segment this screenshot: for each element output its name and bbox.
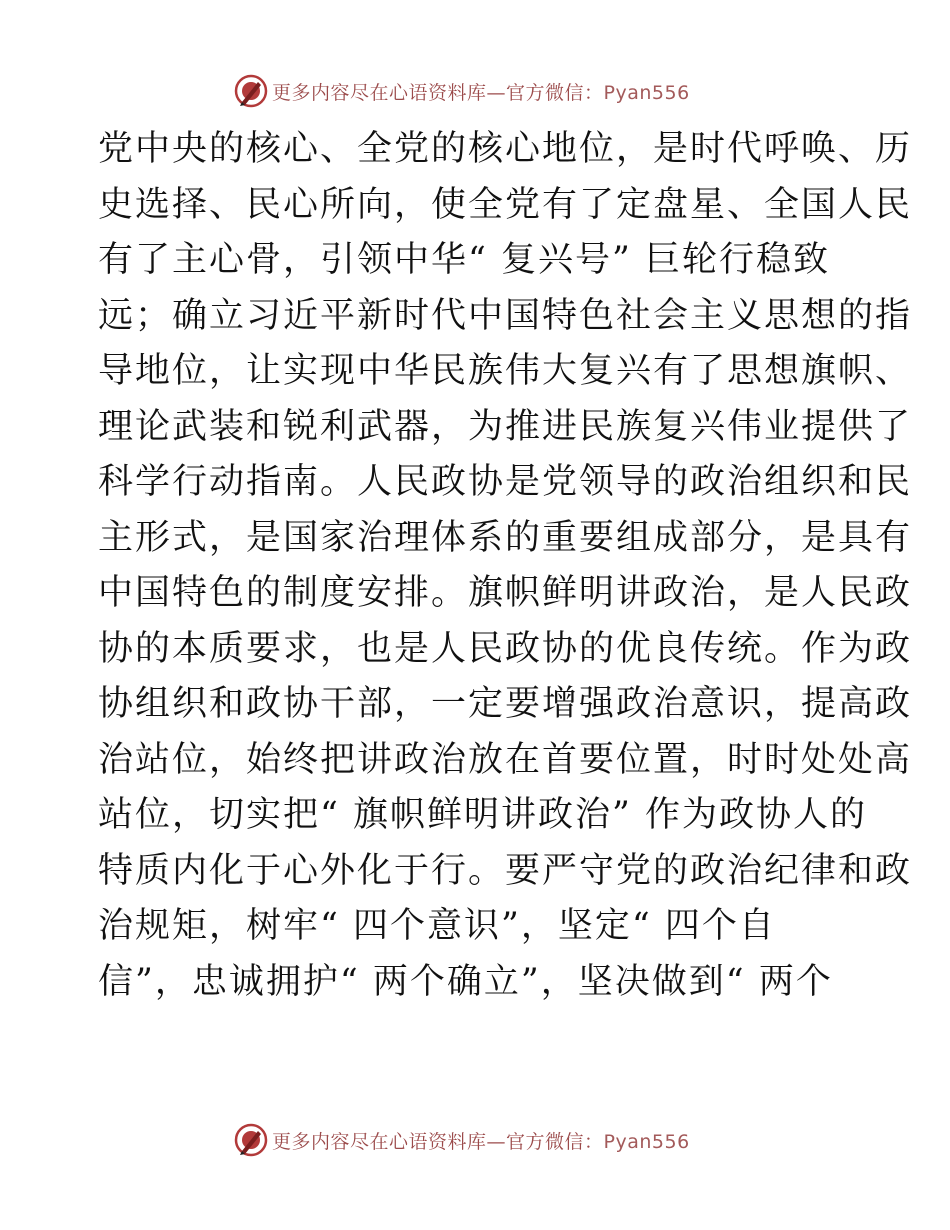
text-line: 党中央的核心、全党的核心地位，是时代呼唤、历 bbox=[98, 129, 913, 169]
footer-wechat-id: Pyan556 bbox=[603, 1130, 690, 1153]
text-line: 站位，切实把“ 旗帜鲜明讲政治” 作为政协人的 bbox=[98, 795, 868, 835]
text-line: 信”，忠诚拥护“ 两个确立”，坚决做到“ 两个 bbox=[98, 961, 833, 1002]
text-line: 远；确立习近平新时代中国特色社会主义思想的指 bbox=[98, 295, 913, 336]
header-wechat-id: Pyan556 bbox=[603, 81, 690, 104]
header-banner bbox=[234, 71, 690, 111]
footer-banner bbox=[234, 1120, 690, 1160]
text-line: 协的本质要求，也是人民政协的优良传统。作为政 bbox=[98, 628, 913, 669]
text-line: 导地位，让实现中华民族伟大复兴有了思想旗帜、 bbox=[98, 351, 913, 391]
header-banner-text: 更多内容尽在心语资料库—官方微信：Pyan556 bbox=[272, 81, 690, 104]
text-line: 史选择、民心所向，使全党有了定盘星、全国人民 bbox=[98, 184, 913, 225]
text-line: 特质内化于心外化于行。要严守党的政治纪律和政 bbox=[98, 850, 913, 891]
text-line: 科学行动指南。人民政协是党领导的政治组织和民 bbox=[98, 462, 913, 502]
red-pen-logo-icon bbox=[234, 74, 268, 108]
text-line: 治规矩，树牢“ 四个意识”，坚定“ 四个自 bbox=[98, 906, 776, 946]
footer-banner-text: 更多内容尽在心语资料库—官方微信：Pyan556 bbox=[272, 1130, 690, 1153]
red-pen-logo-icon bbox=[234, 1123, 268, 1157]
text-line: 协组织和政协干部，一定要增强政治意识，提高政 bbox=[98, 684, 913, 724]
text-line: 中国特色的制度安排。旗帜鲜明讲政治，是人民政 bbox=[98, 573, 913, 613]
text-line: 主形式，是国家治理体系的重要组成部分，是具有 bbox=[98, 517, 913, 558]
text-line: 治站位，始终把讲政治放在首要位置，时时处处高 bbox=[98, 739, 913, 780]
text-line: 理论武装和锐利武器，为推进民族复兴伟业提供了 bbox=[98, 406, 913, 447]
text-line: 有了主心骨，引领中华“ 复兴号” 巨轮行稳致 bbox=[98, 240, 831, 280]
document-body bbox=[98, 122, 913, 1010]
